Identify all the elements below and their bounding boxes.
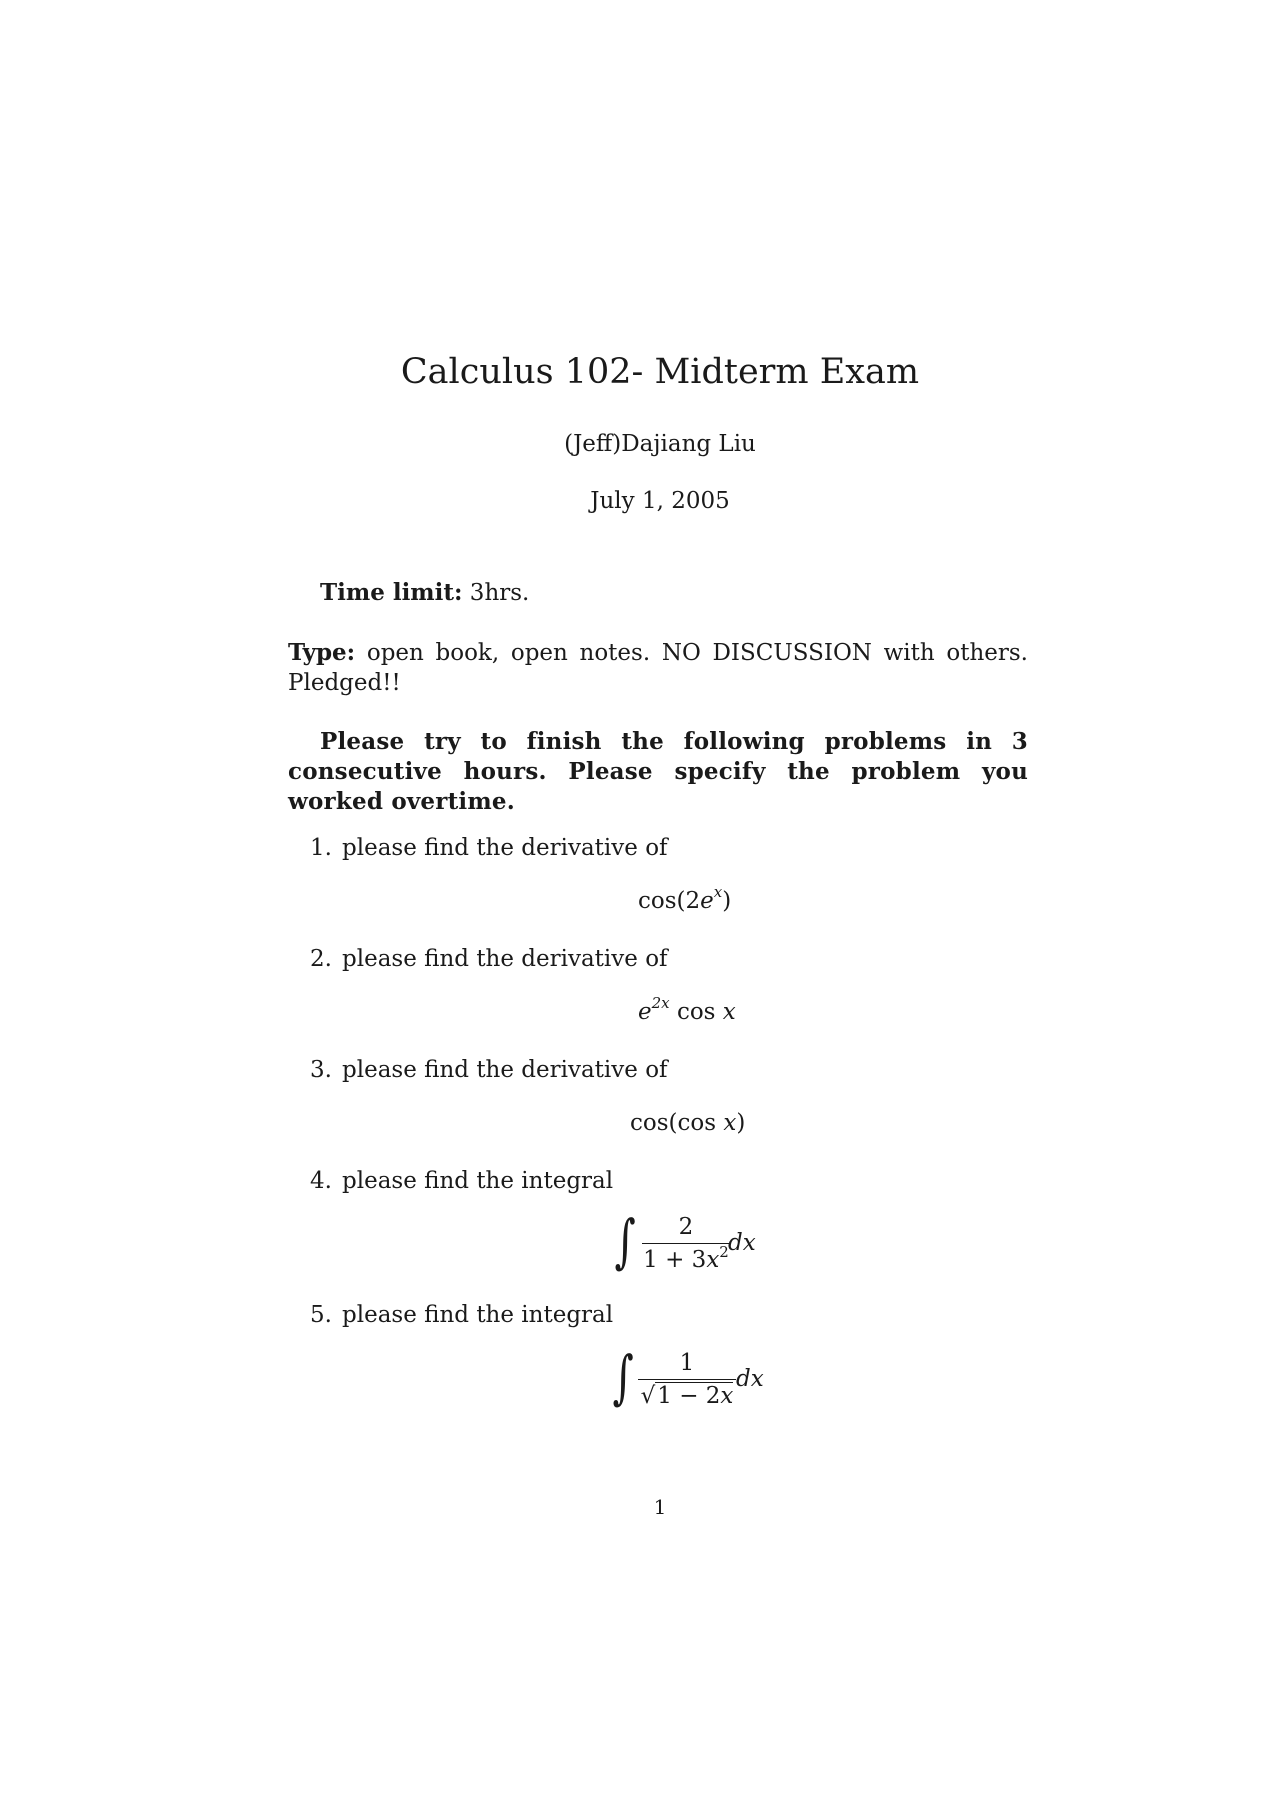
problem-2 bbox=[310, 946, 668, 972]
formula-4-den-const: 1 + 3 bbox=[643, 1247, 707, 1273]
problem-1-number: 1. bbox=[310, 835, 332, 861]
formula-5-radicand bbox=[655, 1382, 733, 1409]
type-label: Type: bbox=[288, 639, 356, 666]
problem-4 bbox=[310, 1168, 613, 1194]
formula-4-den-exponent: 2 bbox=[719, 1243, 729, 1261]
problem-5-number: 5. bbox=[310, 1302, 332, 1328]
page-title: Calculus 102- Midterm Exam bbox=[400, 352, 920, 392]
formula-3-cos-cos: cos(cos bbox=[630, 1110, 724, 1136]
formula-5 bbox=[608, 1343, 778, 1426]
instructions: Please try to finish the following problems in 3 consecutive hours. Please specify the problem you worked overtime. bbox=[288, 728, 1028, 815]
integral-sign: ∫ bbox=[612, 1343, 634, 1411]
formula-1-cos: cos(2 bbox=[638, 888, 701, 914]
formula-2-cos: cos bbox=[669, 999, 723, 1025]
time-limit-label: Time limit: bbox=[320, 579, 463, 606]
time-limit bbox=[288, 578, 1028, 608]
formula-2 bbox=[638, 994, 736, 1025]
formula-4-dx: dx bbox=[728, 1230, 756, 1256]
problem-5-text: please find the integral bbox=[342, 1302, 614, 1328]
exam-type bbox=[288, 638, 1028, 698]
formula-5-numerator: 1 bbox=[679, 1350, 695, 1376]
formula-1-exponent: x bbox=[713, 883, 723, 901]
sqrt-symbol: √ bbox=[640, 1383, 656, 1409]
problem-4-number: 4. bbox=[310, 1168, 332, 1194]
formula-2-e: e bbox=[638, 999, 652, 1025]
formula-1 bbox=[638, 883, 732, 914]
formula-5-rad-const: 1 − 2 bbox=[657, 1383, 721, 1409]
problem-4-text: please find the integral bbox=[342, 1168, 614, 1194]
problem-2-number: 2. bbox=[310, 946, 332, 972]
formula-5-rad-x: x bbox=[720, 1383, 734, 1409]
formula-1-e: e bbox=[700, 888, 714, 914]
formula-3-x: x bbox=[723, 1110, 737, 1136]
problem-3-text: please find the derivative of bbox=[342, 1057, 668, 1083]
formula-2-exponent: 2x bbox=[651, 994, 670, 1012]
page-number: 1 bbox=[653, 1495, 667, 1519]
problem-3 bbox=[310, 1057, 668, 1083]
problem-1-text: please find the derivative of bbox=[342, 835, 668, 861]
formula-5-dx: dx bbox=[736, 1366, 764, 1392]
formula-5-denominator bbox=[638, 1380, 736, 1409]
problem-5 bbox=[310, 1302, 613, 1328]
formula-3-close: ) bbox=[736, 1110, 746, 1136]
problem-3-number: 3. bbox=[310, 1057, 332, 1083]
integral-sign: ∫ bbox=[614, 1207, 636, 1275]
author-name: (Jeff)Dajiang Liu bbox=[564, 431, 756, 457]
type-value: open book, open notes. NO DISCUSSION with others. Pledged!! bbox=[288, 640, 1028, 696]
formula-4-fraction bbox=[642, 1214, 730, 1273]
problem-1 bbox=[310, 835, 668, 861]
formula-4-denominator bbox=[642, 1244, 730, 1273]
problem-2-text: please find the derivative of bbox=[342, 946, 668, 972]
formula-3 bbox=[630, 1110, 745, 1136]
formula-4 bbox=[610, 1207, 770, 1290]
exam-date: July 1, 2005 bbox=[590, 488, 730, 514]
formula-1-close: ) bbox=[722, 888, 732, 914]
time-limit-value: 3hrs. bbox=[462, 580, 530, 606]
formula-4-numerator: 2 bbox=[678, 1214, 694, 1240]
formula-4-den-x: x bbox=[706, 1247, 720, 1273]
formula-5-fraction bbox=[638, 1350, 736, 1409]
formula-2-x: x bbox=[722, 999, 736, 1025]
